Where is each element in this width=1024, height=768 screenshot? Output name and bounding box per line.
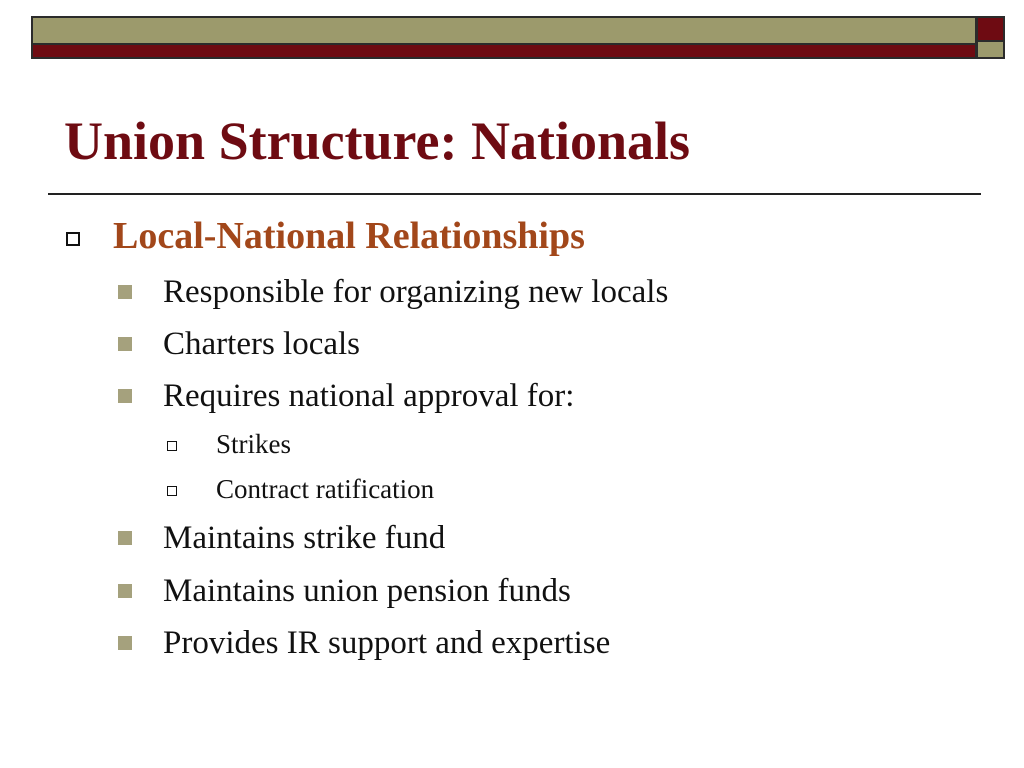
slide-title: Union Structure: Nationals	[64, 111, 691, 171]
bullet-text: Provides IR support and expertise	[163, 624, 611, 661]
header-corner-block	[977, 16, 1005, 59]
bullet-item-strike-fund	[118, 518, 445, 558]
header-corner-red	[978, 18, 1003, 42]
filled-square-bullet-icon	[118, 337, 132, 351]
bullet-item-charters	[118, 324, 360, 364]
filled-square-bullet-icon	[118, 285, 132, 299]
header-decoration-bar	[31, 16, 977, 59]
bullet-item-organizing	[118, 272, 668, 312]
header-olive-stripe	[33, 18, 975, 45]
hollow-square-bullet-icon	[167, 441, 177, 451]
bullet-item-pension-funds	[118, 571, 571, 611]
hollow-square-bullet-icon	[66, 232, 80, 246]
sub-bullet-text: Strikes	[216, 428, 292, 459]
sub-bullet-contract-ratification	[167, 473, 434, 505]
bullet-text: Requires national approval for:	[163, 377, 575, 414]
bullet-text: Maintains union pension funds	[163, 572, 571, 609]
bullet-item-ir-support	[118, 623, 610, 663]
filled-square-bullet-icon	[118, 389, 132, 403]
bullet-text: Responsible for organizing new locals	[163, 273, 669, 310]
sub-bullet-strikes	[167, 428, 291, 460]
bullet-text: Maintains strike fund	[163, 519, 446, 556]
bullet-item-approval	[118, 376, 574, 416]
section-heading: Local-National Relationships	[113, 215, 585, 257]
filled-square-bullet-icon	[118, 531, 132, 545]
bullet-text: Charters locals	[163, 325, 361, 362]
hollow-square-bullet-icon	[167, 486, 177, 496]
sub-bullet-text: Contract ratification	[216, 473, 435, 504]
bullet-level1	[66, 212, 585, 260]
filled-square-bullet-icon	[118, 636, 132, 650]
filled-square-bullet-icon	[118, 584, 132, 598]
title-divider	[48, 193, 981, 195]
